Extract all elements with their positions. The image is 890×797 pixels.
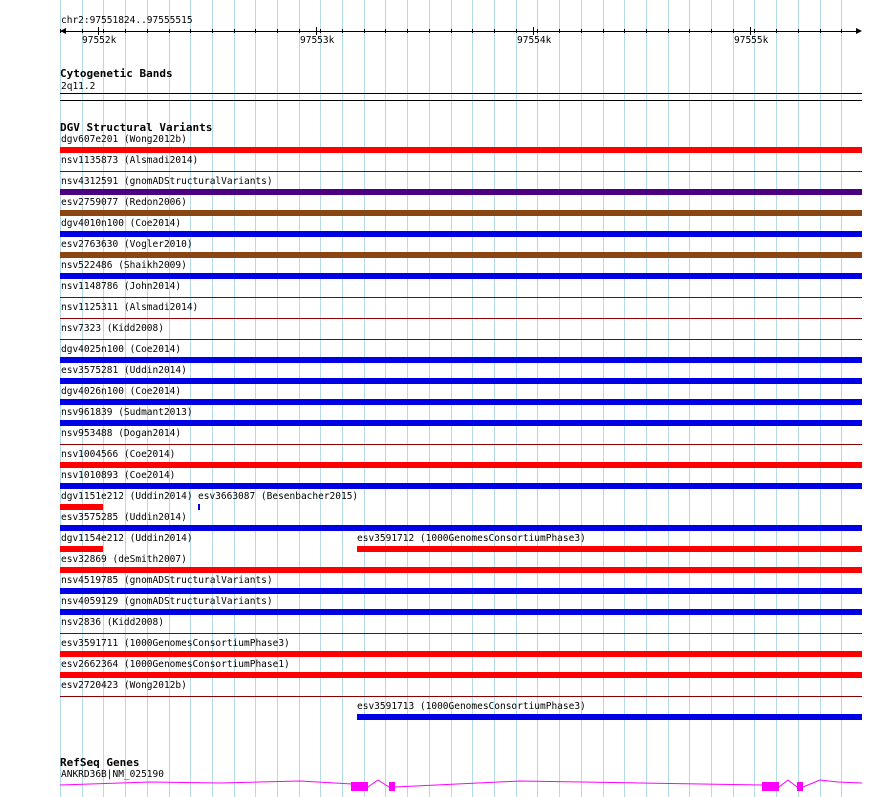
variant-label: nsv1148786 (John2014) — [61, 281, 182, 292]
ruler-minor-tick — [82, 29, 83, 33]
dgv-variant-row[interactable] — [0, 428, 890, 449]
variant-label: nsv953488 (Dogan2014) — [61, 428, 182, 439]
track-separator — [60, 100, 862, 101]
variant-bar[interactable] — [60, 651, 862, 657]
ruler-minor-tick — [516, 29, 517, 33]
variant-bar[interactable] — [60, 588, 862, 594]
variant-label: esv3575285 (Uddin2014) — [61, 512, 187, 523]
variant-label: esv3591711 (1000GenomesConsortiumPhase3) — [61, 638, 290, 649]
variant-bar[interactable] — [60, 462, 862, 468]
ruler-minor-tick — [754, 29, 755, 33]
variant-bar[interactable] — [60, 609, 862, 615]
dgv-variant-row[interactable] — [0, 218, 890, 239]
variant-bar[interactable] — [60, 252, 862, 258]
ruler-minor-tick — [147, 29, 148, 33]
variant-bar[interactable] — [60, 378, 862, 384]
variant-label: nsv1125311 (Alsmadi2014) — [61, 302, 199, 313]
variant-bar[interactable] — [60, 189, 862, 195]
variant-label: nsv4059129 (gnomADStructuralVariants) — [61, 596, 273, 607]
variant-bar[interactable] — [60, 231, 862, 237]
variant-label: dgv4010n100 (Coe2014) — [61, 218, 182, 229]
variant-label: esv2662364 (1000GenomesConsortiumPhase1) — [61, 659, 290, 670]
variant-label: esv2759077 (Redon2006) — [61, 197, 187, 208]
variant-line — [60, 696, 862, 697]
cytoband-label: 2q11.2 — [61, 81, 96, 92]
ruler-minor-tick — [537, 29, 538, 33]
dgv-variant-row[interactable] — [0, 281, 890, 302]
ruler-minor-tick — [364, 29, 365, 33]
ruler-minor-tick — [190, 29, 191, 33]
ruler-minor-tick — [841, 29, 842, 33]
dgv-variant-row[interactable] — [0, 575, 890, 596]
ruler-axis-line — [60, 31, 860, 32]
variant-bar[interactable] — [60, 210, 862, 216]
ruler-minor-tick — [277, 29, 278, 33]
dgv-variant-row[interactable] — [0, 323, 890, 344]
dgv-variant-row[interactable] — [0, 554, 890, 575]
dgv-variant-row[interactable] — [0, 491, 890, 512]
variant-line — [60, 171, 862, 172]
ruler-minor-tick — [472, 29, 473, 33]
dgv-variant-row[interactable] — [0, 134, 890, 155]
variant-bar[interactable] — [357, 714, 862, 720]
variant-label: dgv1154e212 (Uddin2014) — [61, 533, 193, 544]
cytoband-track-title[interactable]: Cytogenetic Bands — [60, 67, 173, 80]
dgv-variant-row[interactable] — [0, 701, 890, 722]
ruler-minor-tick — [342, 29, 343, 33]
ruler-minor-tick — [103, 29, 104, 33]
dgv-variant-row[interactable] — [0, 155, 890, 176]
gene-exon-3 — [762, 782, 779, 791]
variant-line — [60, 633, 862, 634]
variant-label: dgv1151e212 (Uddin2014) — [61, 491, 193, 502]
ruler-tick-label: 97554k — [517, 35, 552, 46]
position-label: chr2:97551824..97555515 — [61, 15, 193, 26]
gene-exon-1 — [351, 782, 368, 791]
variant-bar[interactable] — [60, 525, 862, 531]
variant-label: dgv4026n100 (Coe2014) — [61, 386, 182, 397]
ruler-major-tick — [750, 27, 751, 35]
gene-intron-line-2 — [368, 780, 389, 787]
dgv-variant-row[interactable] — [0, 386, 890, 407]
ruler-minor-tick — [581, 29, 582, 33]
dgv-variant-row[interactable] — [0, 533, 890, 554]
variant-bar[interactable] — [60, 672, 862, 678]
variant-bar-secondary[interactable] — [357, 546, 862, 552]
variant-bar-secondary[interactable] — [198, 504, 200, 510]
ruler-minor-tick — [234, 29, 235, 33]
variant-bar[interactable] — [60, 483, 862, 489]
ruler-minor-tick — [169, 29, 170, 33]
variant-label: nsv1135873 (Alsmadi2014) — [61, 155, 199, 166]
variant-label: nsv1004566 (Coe2014) — [61, 449, 176, 460]
ruler-minor-tick — [559, 29, 560, 33]
variant-label: esv2720423 (Wong2012b) — [61, 680, 187, 691]
gene-intron-line-1 — [60, 781, 352, 785]
dgv-variant-row[interactable] — [0, 617, 890, 638]
dgv-variant-row[interactable] — [0, 470, 890, 491]
variant-label: nsv7323 (Kidd2008) — [61, 323, 164, 334]
variant-bar[interactable] — [60, 273, 862, 279]
variant-label: nsv2836 (Kidd2008) — [61, 617, 164, 628]
gene-exon-4 — [797, 782, 803, 791]
gene-label: ANKRD36B|NM_025190 — [61, 769, 164, 780]
ruler-tick-label: 97555k — [734, 35, 769, 46]
ruler-major-tick — [533, 27, 534, 35]
ruler-minor-tick — [711, 29, 712, 33]
ruler-minor-tick — [212, 29, 213, 33]
variant-line — [60, 339, 862, 340]
variant-bar[interactable] — [60, 357, 862, 363]
variant-label: nsv4519785 (gnomADStructuralVariants) — [61, 575, 273, 586]
ruler-major-tick — [316, 27, 317, 35]
ruler-minor-tick — [668, 29, 669, 33]
ruler-major-tick — [98, 27, 99, 35]
variant-label: nsv522486 (Shaikh2009) — [61, 260, 187, 271]
ruler-minor-tick — [125, 29, 126, 33]
variant-line — [60, 444, 862, 445]
variant-label: esv3591712 (1000GenomesConsortiumPhase3) — [357, 533, 586, 544]
cytoband-line — [60, 93, 862, 94]
variant-label: esv3663087 (Besenbacher2015) — [198, 491, 359, 502]
refseq-track-title[interactable]: RefSeq Genes — [60, 756, 140, 769]
dgv-variant-row[interactable] — [0, 449, 890, 470]
ruler-minor-tick — [776, 29, 777, 33]
variant-bar[interactable] — [60, 567, 862, 573]
ruler-minor-tick — [60, 29, 61, 33]
ruler-minor-tick — [689, 29, 690, 33]
gene-intron-line-5 — [803, 780, 862, 787]
ruler-minor-tick — [299, 29, 300, 33]
ruler-minor-tick — [624, 29, 625, 33]
ruler-tick-label: 97553k — [300, 35, 335, 46]
variant-label: esv3575281 (Uddin2014) — [61, 365, 187, 376]
variant-bar[interactable] — [60, 504, 103, 510]
ruler-minor-tick — [820, 29, 821, 33]
variant-line — [60, 297, 862, 298]
gene-intron-line-4 — [779, 780, 797, 787]
ruler-minor-tick — [798, 29, 799, 33]
ruler-minor-tick — [255, 29, 256, 33]
variant-bar[interactable] — [60, 399, 862, 405]
dgv-variant-row[interactable] — [0, 680, 890, 701]
variant-label: nsv961839 (Sudmant2013) — [61, 407, 193, 418]
ruler-minor-tick — [494, 29, 495, 33]
ruler-minor-tick — [733, 29, 734, 33]
variant-line — [60, 318, 862, 319]
gene-model[interactable] — [0, 776, 890, 797]
ruler-minor-tick — [646, 29, 647, 33]
ruler-minor-tick — [429, 29, 430, 33]
dgv-variant-row[interactable] — [0, 239, 890, 260]
dgv-variant-row[interactable] — [0, 260, 890, 281]
variant-label: nsv1010893 (Coe2014) — [61, 470, 176, 481]
dgv-variant-row[interactable] — [0, 302, 890, 323]
dgv-variant-row[interactable] — [0, 407, 890, 428]
variant-bar[interactable] — [60, 546, 103, 552]
ruler-minor-tick — [603, 29, 604, 33]
dgv-variant-row[interactable] — [0, 365, 890, 386]
variant-bar[interactable] — [60, 420, 862, 426]
dgv-variant-row[interactable] — [0, 512, 890, 533]
variant-label: nsv4312591 (gnomADStructuralVariants) — [61, 176, 273, 187]
ruler-minor-tick — [320, 29, 321, 33]
ruler-tick-label: 97552k — [82, 35, 117, 46]
dgv-variant-row[interactable] — [0, 659, 890, 680]
dgv-variant-row[interactable] — [0, 596, 890, 617]
variant-label: esv32869 (deSmith2007) — [61, 554, 187, 565]
dgv-variant-row[interactable] — [0, 344, 890, 365]
variant-bar[interactable] — [60, 147, 862, 153]
dgv-variant-row[interactable] — [0, 638, 890, 659]
variant-label: dgv607e201 (Wong2012b) — [61, 134, 187, 145]
dgv-track-title[interactable]: DGV Structural Variants — [60, 121, 213, 134]
ruler-right-arrow-icon — [856, 28, 862, 34]
ruler[interactable] — [0, 0, 890, 50]
dgv-variant-row[interactable] — [0, 197, 890, 218]
dgv-variant-row[interactable] — [0, 176, 890, 197]
variant-label: esv2763630 (Vogler2010) — [61, 239, 193, 250]
variant-label: esv3591713 (1000GenomesConsortiumPhase3) — [357, 701, 586, 712]
variant-label: dgv4025n100 (Coe2014) — [61, 344, 182, 355]
ruler-minor-tick — [407, 29, 408, 33]
ruler-minor-tick — [385, 29, 386, 33]
gene-intron-line-3 — [395, 781, 762, 787]
gene-exon-2 — [389, 782, 395, 791]
ruler-minor-tick — [451, 29, 452, 33]
